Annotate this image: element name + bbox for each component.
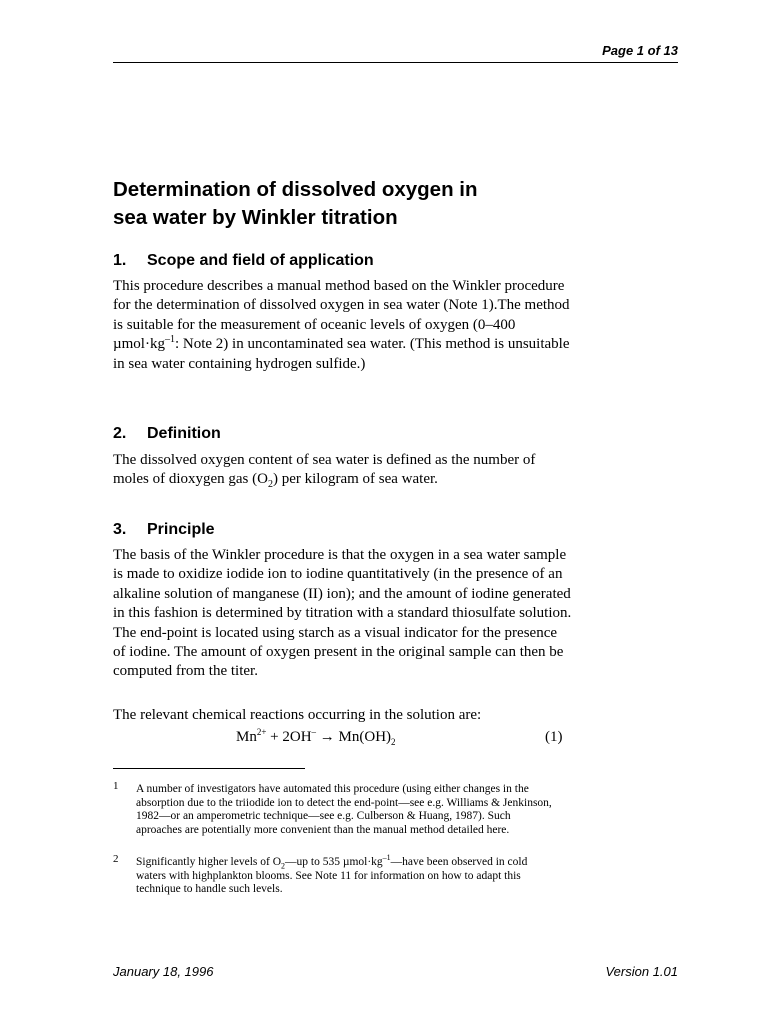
text-run: + 2OH xyxy=(266,729,312,745)
title-line-2: sea water by Winkler titration xyxy=(113,206,398,229)
section-3-paragraph-2: The relevant chemical reactions occurring in the solution are: xyxy=(113,707,482,723)
footnote-2-mark: 2 xyxy=(113,853,119,865)
section-title: Definition xyxy=(147,425,221,442)
text-run: Significantly higher levels of O xyxy=(136,856,281,868)
section-title: Scope and field of application xyxy=(147,252,374,269)
section-1-paragraph xyxy=(113,277,573,374)
page-number: Page 1 of 13 xyxy=(602,43,678,58)
document-title xyxy=(113,176,673,232)
equation-number: (1) xyxy=(545,729,563,745)
section-3-paragraph: The basis of the Winkler procedure is that the oxygen in a sea water sample is made to oxidize iodide ion to iodine quantitatively (in the presence of an alkaline solution of manganese (II) ion); and the amount of iodine generated in this fashion is determined by titration with a standard thiosulfate solution. The end-point is located using starch as a visual indicator for the presence of iodine. The amount of oxygen present in the original sample can then be computed from the titer. xyxy=(113,547,572,680)
title-line-1: Determination of dissolved oxygen in xyxy=(113,178,478,201)
superscript: –1 xyxy=(164,334,175,346)
superscript: –1 xyxy=(382,853,391,863)
footer-version: Version 1.01 xyxy=(605,964,678,979)
section-number: 3. xyxy=(113,521,127,538)
chemical-equation xyxy=(236,729,396,746)
section-number: 1. xyxy=(113,252,127,269)
subscript: 2 xyxy=(267,479,273,491)
text-run: ) per kilogram of sea water. xyxy=(272,471,438,488)
section-2-heading xyxy=(113,425,221,443)
superscript: – xyxy=(311,727,317,737)
footer-date: January 18, 1996 xyxy=(113,964,214,979)
footnote-1-text: A number of investigators have automated this procedure (using either changes in the absorption due to the triiodide ion to detect the end-point—see e.g. Williams & Jenkinson, 1982—or an amperometric technique—see e.g. Culberson & Huang, 1987). Such aproaches are potentially more convenient than the manual method detailed here. xyxy=(136,783,552,836)
superscript: 2+ xyxy=(256,727,267,737)
text-run: The dissolved oxygen content of sea water is defined as the number of moles of dioxygen gas (O xyxy=(113,452,536,488)
subscript: 2 xyxy=(391,737,396,747)
text-run: : Note 2) in uncontaminated sea water. (This method is unsuitable in sea water containing hydrogen sulfide.) xyxy=(113,336,570,372)
text-run: —have been observed in cold waters with highplankton blooms. See Note 11 for information on how to adapt this technique to handle such levels. xyxy=(136,856,528,896)
section-1-heading xyxy=(113,252,374,270)
section-number: 2. xyxy=(113,425,127,442)
section-2-paragraph xyxy=(113,451,573,490)
section-title: Principle xyxy=(147,521,215,538)
section-3-heading xyxy=(113,521,215,539)
text-run: This procedure describes a manual method based on the Winkler procedure for the determination of dissolved oxygen in sea water (Note 1).The method is suitable for the measurement of oceanic levels of oxygen (0–400 µmol·kg xyxy=(113,278,570,353)
text-run: → Mn(OH) xyxy=(316,729,392,745)
subscript: 2 xyxy=(281,861,285,871)
text-run: Mn xyxy=(236,729,257,745)
text-run: —up to 535 µmol·kg xyxy=(285,856,383,868)
footnote-1-mark: 1 xyxy=(113,780,119,792)
footnote-2-text xyxy=(136,853,556,897)
footnote-rule xyxy=(113,768,305,769)
header-rule xyxy=(113,62,678,63)
